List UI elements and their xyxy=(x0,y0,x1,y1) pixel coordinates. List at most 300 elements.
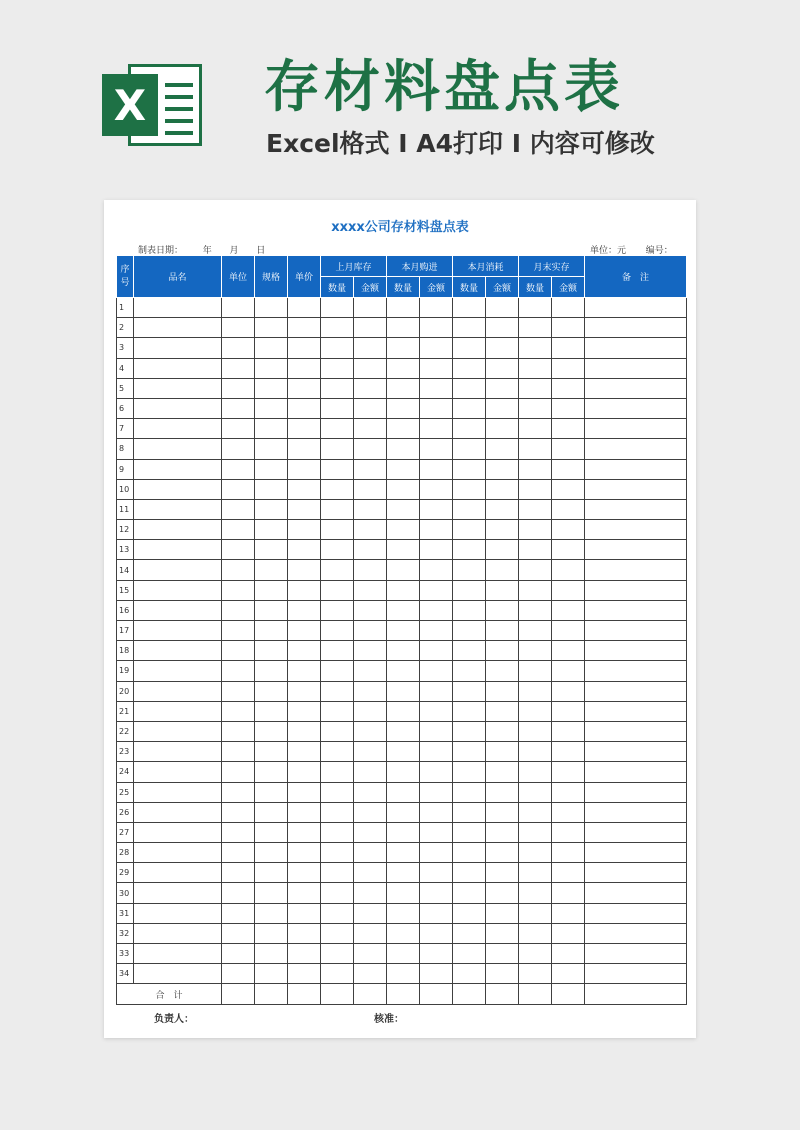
table-cell[interactable] xyxy=(387,298,420,318)
table-cell[interactable] xyxy=(519,600,552,620)
table-cell[interactable] xyxy=(453,419,486,439)
table-cell[interactable] xyxy=(486,964,519,984)
table-cell[interactable] xyxy=(222,398,255,418)
table-cell[interactable] xyxy=(288,398,321,418)
table-cell[interactable] xyxy=(222,600,255,620)
table-cell[interactable] xyxy=(486,439,519,459)
table-cell[interactable] xyxy=(321,540,354,560)
table-cell[interactable] xyxy=(288,499,321,519)
table-cell[interactable] xyxy=(486,358,519,378)
table-cell[interactable] xyxy=(288,822,321,842)
table-cell[interactable] xyxy=(354,661,387,681)
table-cell[interactable] xyxy=(420,843,453,863)
table-cell[interactable] xyxy=(585,560,687,580)
table-cell[interactable] xyxy=(134,923,222,943)
table-cell[interactable] xyxy=(453,863,486,883)
table-cell[interactable] xyxy=(387,863,420,883)
table-cell[interactable] xyxy=(288,298,321,318)
table-cell[interactable] xyxy=(354,701,387,721)
table-cell[interactable] xyxy=(420,479,453,499)
table-cell[interactable] xyxy=(255,621,288,641)
table-cell[interactable] xyxy=(453,721,486,741)
table-cell[interactable] xyxy=(222,802,255,822)
table-cell[interactable] xyxy=(354,782,387,802)
table-cell[interactable] xyxy=(321,459,354,479)
table-cell[interactable] xyxy=(134,762,222,782)
table-cell[interactable] xyxy=(519,944,552,964)
table-cell[interactable] xyxy=(387,701,420,721)
table-cell[interactable] xyxy=(321,318,354,338)
table-cell[interactable] xyxy=(519,378,552,398)
table-cell[interactable] xyxy=(321,944,354,964)
table-cell[interactable] xyxy=(585,843,687,863)
table-cell[interactable] xyxy=(288,721,321,741)
table-cell[interactable] xyxy=(288,459,321,479)
table-cell[interactable] xyxy=(387,742,420,762)
table-cell[interactable] xyxy=(486,298,519,318)
table-cell[interactable] xyxy=(255,520,288,540)
table-cell[interactable] xyxy=(552,944,585,964)
table-cell[interactable] xyxy=(222,358,255,378)
table-cell[interactable] xyxy=(288,802,321,822)
table-cell[interactable] xyxy=(585,721,687,741)
table-cell[interactable] xyxy=(519,782,552,802)
table-cell[interactable] xyxy=(552,863,585,883)
table-cell[interactable] xyxy=(255,398,288,418)
table-cell[interactable] xyxy=(519,358,552,378)
table-cell[interactable] xyxy=(288,742,321,762)
table-cell[interactable] xyxy=(486,641,519,661)
table-cell[interactable] xyxy=(222,298,255,318)
table-cell[interactable] xyxy=(420,398,453,418)
table-cell[interactable] xyxy=(354,681,387,701)
table-cell[interactable] xyxy=(354,378,387,398)
table-cell[interactable] xyxy=(288,984,321,1005)
table-cell[interactable] xyxy=(134,298,222,318)
table-cell[interactable] xyxy=(420,600,453,620)
table-cell[interactable] xyxy=(255,782,288,802)
table-cell[interactable] xyxy=(387,540,420,560)
table-cell[interactable] xyxy=(255,459,288,479)
table-cell[interactable] xyxy=(552,883,585,903)
table-cell[interactable] xyxy=(222,520,255,540)
table-cell[interactable] xyxy=(453,540,486,560)
table-cell[interactable] xyxy=(486,822,519,842)
table-cell[interactable] xyxy=(321,923,354,943)
table-cell[interactable] xyxy=(486,580,519,600)
table-cell[interactable] xyxy=(387,964,420,984)
table-cell[interactable] xyxy=(519,479,552,499)
table-cell[interactable] xyxy=(453,298,486,318)
table-cell[interactable] xyxy=(453,964,486,984)
table-cell[interactable] xyxy=(134,479,222,499)
table-cell[interactable] xyxy=(134,863,222,883)
table-cell[interactable] xyxy=(585,621,687,641)
table-cell[interactable] xyxy=(134,782,222,802)
table-cell[interactable] xyxy=(453,822,486,842)
table-cell[interactable] xyxy=(585,338,687,358)
table-cell[interactable] xyxy=(486,479,519,499)
table-cell[interactable] xyxy=(134,318,222,338)
table-cell[interactable] xyxy=(222,540,255,560)
table-cell[interactable] xyxy=(321,378,354,398)
table-cell[interactable] xyxy=(134,439,222,459)
table-cell[interactable] xyxy=(134,802,222,822)
table-cell[interactable] xyxy=(420,318,453,338)
table-cell[interactable] xyxy=(255,802,288,822)
table-cell[interactable] xyxy=(387,439,420,459)
table-cell[interactable] xyxy=(519,459,552,479)
table-cell[interactable] xyxy=(552,964,585,984)
table-cell[interactable] xyxy=(420,621,453,641)
table-cell[interactable] xyxy=(354,479,387,499)
table-cell[interactable] xyxy=(288,479,321,499)
table-cell[interactable] xyxy=(222,560,255,580)
table-cell[interactable] xyxy=(453,479,486,499)
table-cell[interactable] xyxy=(321,499,354,519)
table-cell[interactable] xyxy=(552,318,585,338)
table-cell[interactable] xyxy=(321,681,354,701)
table-cell[interactable] xyxy=(255,863,288,883)
table-cell[interactable] xyxy=(486,338,519,358)
table-cell[interactable] xyxy=(519,822,552,842)
table-cell[interactable] xyxy=(585,883,687,903)
table-cell[interactable] xyxy=(321,802,354,822)
table-cell[interactable] xyxy=(519,398,552,418)
table-cell[interactable] xyxy=(321,398,354,418)
table-cell[interactable] xyxy=(354,923,387,943)
table-cell[interactable] xyxy=(387,318,420,338)
table-cell[interactable] xyxy=(222,782,255,802)
table-cell[interactable] xyxy=(453,499,486,519)
table-cell[interactable] xyxy=(134,843,222,863)
table-cell[interactable] xyxy=(222,499,255,519)
table-cell[interactable] xyxy=(420,298,453,318)
table-cell[interactable] xyxy=(321,863,354,883)
table-cell[interactable] xyxy=(387,721,420,741)
table-cell[interactable] xyxy=(453,621,486,641)
table-cell[interactable] xyxy=(222,721,255,741)
table-cell[interactable] xyxy=(552,641,585,661)
table-cell[interactable] xyxy=(222,318,255,338)
table-cell[interactable] xyxy=(552,701,585,721)
table-cell[interactable] xyxy=(134,520,222,540)
table-cell[interactable] xyxy=(387,923,420,943)
table-cell[interactable] xyxy=(552,621,585,641)
table-cell[interactable] xyxy=(552,560,585,580)
table-cell[interactable] xyxy=(134,499,222,519)
table-cell[interactable] xyxy=(486,903,519,923)
table-cell[interactable] xyxy=(255,701,288,721)
table-cell[interactable] xyxy=(134,338,222,358)
table-cell[interactable] xyxy=(354,903,387,923)
table-cell[interactable] xyxy=(519,863,552,883)
table-cell[interactable] xyxy=(519,318,552,338)
table-cell[interactable] xyxy=(453,923,486,943)
table-cell[interactable] xyxy=(486,600,519,620)
table-cell[interactable] xyxy=(552,398,585,418)
table-cell[interactable] xyxy=(222,681,255,701)
table-cell[interactable] xyxy=(519,499,552,519)
table-cell[interactable] xyxy=(288,419,321,439)
table-cell[interactable] xyxy=(255,762,288,782)
table-cell[interactable] xyxy=(222,883,255,903)
table-cell[interactable] xyxy=(222,580,255,600)
table-cell[interactable] xyxy=(453,580,486,600)
table-cell[interactable] xyxy=(354,762,387,782)
table-cell[interactable] xyxy=(420,782,453,802)
table-cell[interactable] xyxy=(255,944,288,964)
table-cell[interactable] xyxy=(420,439,453,459)
table-cell[interactable] xyxy=(321,822,354,842)
table-cell[interactable] xyxy=(552,358,585,378)
table-cell[interactable] xyxy=(420,863,453,883)
table-cell[interactable] xyxy=(134,681,222,701)
table-cell[interactable] xyxy=(321,520,354,540)
table-cell[interactable] xyxy=(519,681,552,701)
table-cell[interactable] xyxy=(134,378,222,398)
table-cell[interactable] xyxy=(552,782,585,802)
table-cell[interactable] xyxy=(420,964,453,984)
table-cell[interactable] xyxy=(453,701,486,721)
table-cell[interactable] xyxy=(321,883,354,903)
table-cell[interactable] xyxy=(519,923,552,943)
table-cell[interactable] xyxy=(519,742,552,762)
table-cell[interactable] xyxy=(486,984,519,1005)
table-cell[interactable] xyxy=(288,964,321,984)
table-cell[interactable] xyxy=(420,661,453,681)
table-cell[interactable] xyxy=(387,560,420,580)
table-cell[interactable] xyxy=(552,298,585,318)
table-cell[interactable] xyxy=(321,580,354,600)
table-cell[interactable] xyxy=(420,540,453,560)
table-cell[interactable] xyxy=(420,520,453,540)
table-cell[interactable] xyxy=(255,822,288,842)
table-cell[interactable] xyxy=(321,338,354,358)
table-cell[interactable] xyxy=(585,540,687,560)
table-cell[interactable] xyxy=(552,540,585,560)
table-cell[interactable] xyxy=(321,298,354,318)
table-cell[interactable] xyxy=(519,701,552,721)
table-cell[interactable] xyxy=(552,580,585,600)
table-cell[interactable] xyxy=(585,398,687,418)
table-cell[interactable] xyxy=(321,721,354,741)
table-cell[interactable] xyxy=(585,439,687,459)
table-cell[interactable] xyxy=(255,338,288,358)
table-cell[interactable] xyxy=(354,641,387,661)
table-cell[interactable] xyxy=(420,883,453,903)
table-cell[interactable] xyxy=(552,984,585,1005)
table-cell[interactable] xyxy=(387,944,420,964)
table-cell[interactable] xyxy=(134,641,222,661)
table-cell[interactable] xyxy=(585,923,687,943)
table-cell[interactable] xyxy=(288,641,321,661)
table-cell[interactable] xyxy=(486,540,519,560)
table-cell[interactable] xyxy=(354,338,387,358)
table-cell[interactable] xyxy=(585,701,687,721)
table-cell[interactable] xyxy=(321,641,354,661)
table-cell[interactable] xyxy=(420,721,453,741)
table-cell[interactable] xyxy=(255,439,288,459)
table-cell[interactable] xyxy=(321,903,354,923)
table-cell[interactable] xyxy=(354,560,387,580)
table-cell[interactable] xyxy=(134,621,222,641)
table-cell[interactable] xyxy=(486,499,519,519)
table-cell[interactable] xyxy=(486,621,519,641)
table-cell[interactable] xyxy=(354,721,387,741)
table-cell[interactable] xyxy=(387,802,420,822)
table-cell[interactable] xyxy=(585,358,687,378)
table-cell[interactable] xyxy=(453,782,486,802)
table-cell[interactable] xyxy=(354,621,387,641)
table-cell[interactable] xyxy=(420,903,453,923)
table-cell[interactable] xyxy=(134,358,222,378)
table-cell[interactable] xyxy=(453,903,486,923)
table-cell[interactable] xyxy=(387,984,420,1005)
table-cell[interactable] xyxy=(321,560,354,580)
table-cell[interactable] xyxy=(134,944,222,964)
table-cell[interactable] xyxy=(387,479,420,499)
table-cell[interactable] xyxy=(552,903,585,923)
table-cell[interactable] xyxy=(585,903,687,923)
table-cell[interactable] xyxy=(321,600,354,620)
table-cell[interactable] xyxy=(519,439,552,459)
table-cell[interactable] xyxy=(255,378,288,398)
table-cell[interactable] xyxy=(585,762,687,782)
table-cell[interactable] xyxy=(321,419,354,439)
table-cell[interactable] xyxy=(354,883,387,903)
table-cell[interactable] xyxy=(222,822,255,842)
table-cell[interactable] xyxy=(387,903,420,923)
table-cell[interactable] xyxy=(354,419,387,439)
table-cell[interactable] xyxy=(585,318,687,338)
table-cell[interactable] xyxy=(519,721,552,741)
table-cell[interactable] xyxy=(134,903,222,923)
table-cell[interactable] xyxy=(321,762,354,782)
table-cell[interactable] xyxy=(453,802,486,822)
table-cell[interactable] xyxy=(288,944,321,964)
table-cell[interactable] xyxy=(585,964,687,984)
table-cell[interactable] xyxy=(486,318,519,338)
table-cell[interactable] xyxy=(387,520,420,540)
table-cell[interactable] xyxy=(585,479,687,499)
table-cell[interactable] xyxy=(222,984,255,1005)
table-cell[interactable] xyxy=(222,439,255,459)
table-cell[interactable] xyxy=(387,600,420,620)
table-cell[interactable] xyxy=(486,701,519,721)
table-cell[interactable] xyxy=(255,358,288,378)
table-cell[interactable] xyxy=(585,661,687,681)
table-cell[interactable] xyxy=(288,580,321,600)
table-cell[interactable] xyxy=(222,641,255,661)
table-cell[interactable] xyxy=(288,621,321,641)
table-cell[interactable] xyxy=(354,499,387,519)
table-cell[interactable] xyxy=(288,540,321,560)
table-cell[interactable] xyxy=(585,520,687,540)
table-cell[interactable] xyxy=(585,641,687,661)
table-cell[interactable] xyxy=(420,378,453,398)
table-cell[interactable] xyxy=(255,298,288,318)
table-cell[interactable] xyxy=(486,560,519,580)
table-cell[interactable] xyxy=(486,681,519,701)
table-cell[interactable] xyxy=(354,802,387,822)
table-cell[interactable] xyxy=(453,459,486,479)
table-cell[interactable] xyxy=(486,944,519,964)
table-cell[interactable] xyxy=(255,499,288,519)
table-cell[interactable] xyxy=(134,964,222,984)
table-cell[interactable] xyxy=(453,641,486,661)
table-cell[interactable] xyxy=(585,863,687,883)
table-cell[interactable] xyxy=(420,338,453,358)
table-cell[interactable] xyxy=(354,459,387,479)
table-cell[interactable] xyxy=(519,903,552,923)
table-cell[interactable] xyxy=(486,661,519,681)
table-cell[interactable] xyxy=(552,822,585,842)
table-cell[interactable] xyxy=(288,701,321,721)
table-cell[interactable] xyxy=(387,419,420,439)
table-cell[interactable] xyxy=(420,701,453,721)
table-cell[interactable] xyxy=(552,419,585,439)
table-cell[interactable] xyxy=(420,822,453,842)
table-cell[interactable] xyxy=(321,479,354,499)
table-cell[interactable] xyxy=(222,419,255,439)
table-cell[interactable] xyxy=(453,358,486,378)
table-cell[interactable] xyxy=(420,641,453,661)
table-cell[interactable] xyxy=(552,439,585,459)
table-cell[interactable] xyxy=(354,742,387,762)
table-cell[interactable] xyxy=(453,681,486,701)
table-cell[interactable] xyxy=(288,661,321,681)
table-cell[interactable] xyxy=(420,358,453,378)
table-cell[interactable] xyxy=(288,762,321,782)
table-cell[interactable] xyxy=(519,802,552,822)
table-cell[interactable] xyxy=(134,419,222,439)
table-cell[interactable] xyxy=(387,580,420,600)
table-cell[interactable] xyxy=(354,944,387,964)
table-cell[interactable] xyxy=(420,580,453,600)
table-cell[interactable] xyxy=(222,964,255,984)
table-cell[interactable] xyxy=(552,600,585,620)
table-cell[interactable] xyxy=(354,520,387,540)
table-cell[interactable] xyxy=(354,964,387,984)
table-cell[interactable] xyxy=(288,560,321,580)
table-cell[interactable] xyxy=(255,540,288,560)
table-cell[interactable] xyxy=(387,499,420,519)
table-cell[interactable] xyxy=(453,661,486,681)
table-cell[interactable] xyxy=(420,944,453,964)
table-cell[interactable] xyxy=(552,479,585,499)
table-cell[interactable] xyxy=(321,964,354,984)
table-cell[interactable] xyxy=(255,641,288,661)
table-cell[interactable] xyxy=(453,984,486,1005)
table-cell[interactable] xyxy=(585,984,687,1005)
table-cell[interactable] xyxy=(552,843,585,863)
table-cell[interactable] xyxy=(519,762,552,782)
table-cell[interactable] xyxy=(222,944,255,964)
table-cell[interactable] xyxy=(134,721,222,741)
table-cell[interactable] xyxy=(255,923,288,943)
table-cell[interactable] xyxy=(321,701,354,721)
table-cell[interactable] xyxy=(222,863,255,883)
table-cell[interactable] xyxy=(222,762,255,782)
table-cell[interactable] xyxy=(453,439,486,459)
table-cell[interactable] xyxy=(387,843,420,863)
table-cell[interactable] xyxy=(552,338,585,358)
table-cell[interactable] xyxy=(519,520,552,540)
table-cell[interactable] xyxy=(134,883,222,903)
table-cell[interactable] xyxy=(134,560,222,580)
table-cell[interactable] xyxy=(420,762,453,782)
